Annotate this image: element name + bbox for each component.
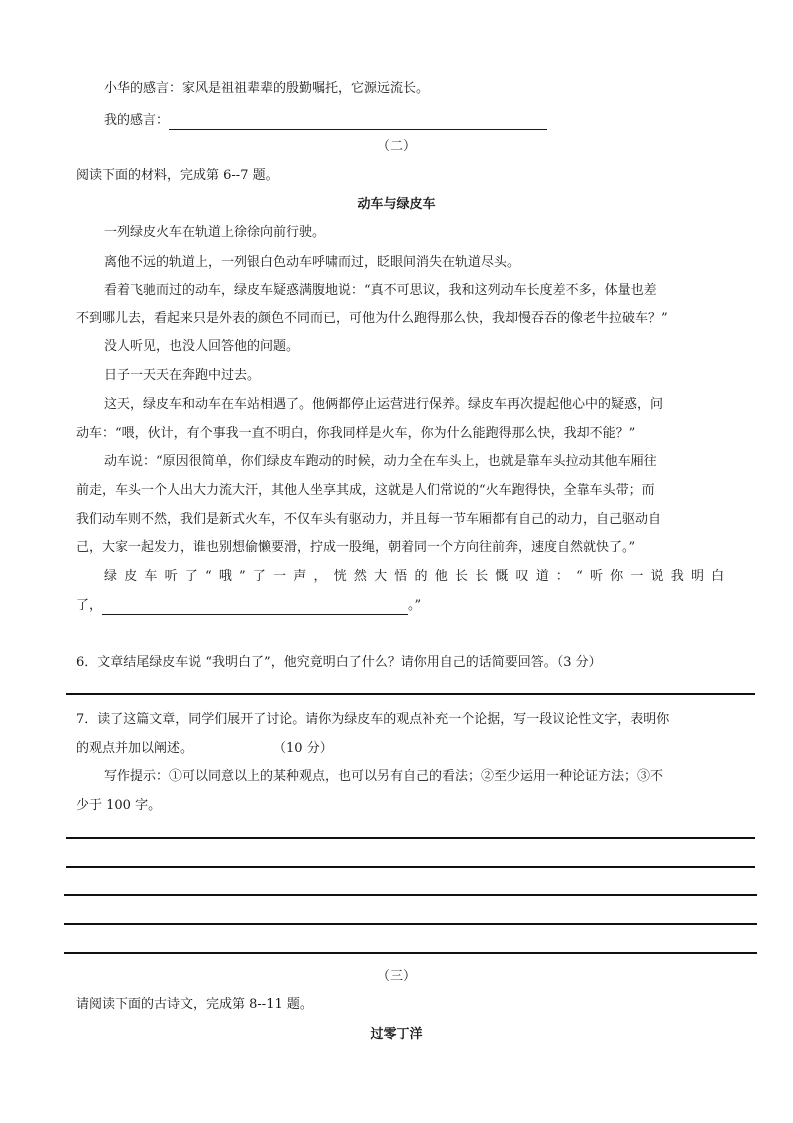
paragraph-8-suffix: 。” bbox=[408, 598, 422, 613]
paragraph-8-line-1: 绿皮车听了“哦”了一声，恍然大悟的他长长慨叹道：“听你一说我明白 bbox=[104, 569, 732, 584]
paragraph-2: 离他不远的轨道上，一列银白色动车呼啸而过，眨眼间消失在轨道尽头。 bbox=[104, 255, 521, 270]
section-number-2: （二） bbox=[376, 139, 416, 154]
my-reflection-blank[interactable] bbox=[169, 115, 547, 130]
poem-title: 过零丁洋 bbox=[370, 1027, 423, 1042]
paragraph-7-line-2: 前走，车头一个人出大力流大汗，其他人坐享其成，这就是人们常说的“火车跑得快，全靠车头带；而 bbox=[76, 483, 655, 498]
paragraph-6-line-1: 这天，绿皮车和动车在车站相遇了。他俩都停止运营进行保养。绿皮车再次提起他心中的疑惑，问 bbox=[104, 397, 664, 412]
paragraph-1: 一列绿皮火车在轨道上徐徐向前行驶。 bbox=[104, 225, 326, 240]
answer-line-q7-4[interactable] bbox=[64, 923, 757, 925]
my-reflection-label: 我的感言： bbox=[104, 113, 170, 128]
writing-hint-line-2: 少于 100 字。 bbox=[76, 798, 162, 813]
question-7-line-2 bbox=[76, 740, 333, 758]
paragraph-7-line-3: 我们动车则不然，我们是新式火车，不仅车头有驱动力，并且每一节车厢都有自己的动力，自己驱动自 bbox=[76, 512, 662, 527]
question-7-line-1: 7．读了这篇文章，同学们展开了讨论。请你为绿皮车的观点补充一个论据，写一段议论性文字，表明你 bbox=[76, 712, 670, 727]
section-number-3: （三） bbox=[376, 969, 416, 984]
passage-title: 动车与绿皮车 bbox=[357, 197, 436, 212]
answer-line-q7-3[interactable] bbox=[64, 894, 757, 896]
paragraph-3-line-2: 不到哪儿去，看起来只是外表的颜色不同而已，可他为什么跑得那么快，我却慢吞吞的像老牛拉破车？” bbox=[76, 311, 668, 326]
question-7-points: （10 分） bbox=[273, 741, 333, 756]
answer-blank-inline[interactable] bbox=[102, 600, 408, 615]
paragraph-8-prefix: 了， bbox=[76, 598, 103, 613]
paragraph-7-line-1: 动车说：“原因很简单，你们绿皮车跑动的时候，动力全在车头上，也就是靠车头拉动其他车厢往 bbox=[104, 454, 657, 469]
xiaohua-reflection: 小华的感言：家风是祖祖辈辈的殷勤嘱托，它源远流长。 bbox=[104, 81, 430, 96]
writing-hint-line-1: 写作提示：①可以同意以上的某种观点，也可以另有自己的看法；②至少运用一种论证方法；③不 bbox=[104, 769, 664, 784]
answer-line-q7-2[interactable] bbox=[66, 866, 755, 868]
paragraph-3-line-1: 看着飞驰而过的动车，绿皮车疑惑满腹地说：“真不可思议，我和这列动车长度差不多，体量也差 bbox=[104, 283, 657, 298]
answer-line-q7-5[interactable] bbox=[64, 952, 757, 954]
instruction-3: 请阅读下面的古诗文，完成第 8--11 题。 bbox=[76, 997, 313, 1012]
paragraph-8-line-2 bbox=[76, 597, 421, 615]
question-6: 6．文章结尾绿皮车说 “我明白了”，他究竟明白了什么？请你用自己的话简要回答。（3 分） bbox=[76, 655, 602, 670]
instruction-2: 阅读下面的材料，完成第 6--7 题。 bbox=[76, 168, 279, 183]
paragraph-4: 没人听见，也没人回答他的问题。 bbox=[104, 339, 300, 354]
paragraph-6-line-2: 动车：“喂，伙计，有个事我一直不明白，你我同样是火车，你为什么能跑得那么快，我却不能？” bbox=[76, 426, 636, 441]
question-7-text: 的观点并加以阐述。 bbox=[76, 741, 194, 756]
answer-line-q7-1[interactable] bbox=[66, 837, 755, 839]
my-reflection-row bbox=[104, 112, 547, 130]
paragraph-7-line-4: 己，大家一起发力，谁也别想偷懒要滑，拧成一股绳，朝着同一个方向往前奔，速度自然就快了。” bbox=[76, 540, 636, 555]
paragraph-5: 日子一天天在奔跑中过去。 bbox=[104, 368, 261, 383]
answer-line-q6[interactable] bbox=[66, 693, 755, 695]
